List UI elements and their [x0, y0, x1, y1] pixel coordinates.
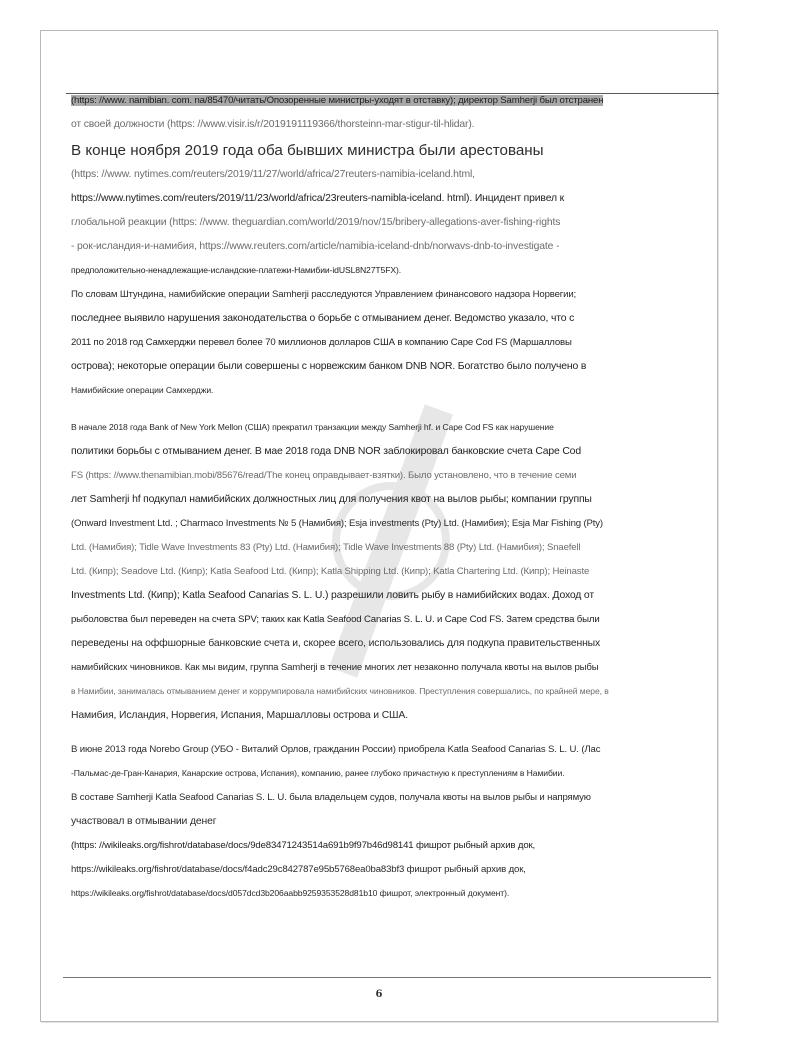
- text-line: (https: //www. namibian. com. na/85470/читать/Опозоренные министры-уходят в отставку); директор Samherji был отстранен: [71, 95, 604, 106]
- text-line: В июне 2013 года Norebo Group (УБО - Виталий Орлов, гражданин России) приобрела Katla Seafood Canarias S. L. U. (Лас: [71, 744, 601, 755]
- document-page: [40, 30, 718, 1022]
- text-line: политики борьбы с отмыванием денег. В мае 2018 года DNB NOR заблокировал банковские счета Cape Cod: [71, 446, 581, 457]
- text-line: Ltd. (Кипр); Seadove Ltd. (Кипр); Katla Seafood Ltd. (Кипр); Katla Shipping Ltd. (Кипр); Katla Chartering Ltd. (Кипр); Heinaste: [71, 566, 590, 577]
- text-line: участвовал в отмывании денег: [71, 816, 217, 827]
- text-line: 2011 по 2018 год Самхерджи перевел более 70 миллионов долларов США в компанию Cape Cod FS (Маршалловы: [71, 337, 572, 348]
- link-line: - рок-исландия-и-намибия, https://www.reuters.com/article/namibia-iceland-dnb/norwavs-dnb-to-investigate -: [71, 241, 560, 252]
- text-line: острова); некоторые операции были совершены с норвежским банком DNB NOR. Богатство было получено в: [71, 361, 587, 372]
- text-line: лет Samherji hf подкупал намибийских должностных лиц для получения квот на вылов рыбы; компании группы: [71, 494, 592, 505]
- page-number: 6: [375, 989, 383, 1000]
- section-heading: В конце ноября 2019 года оба бывших министра были арестованы: [71, 142, 544, 159]
- text-line: от своей должности (https: //www.visir.is/r/2019191119366/thorsteinn-mar-stigur-til-hlidar).: [71, 119, 475, 130]
- text-line: -Пальмас-де-Гран-Канария, Канарские острова, Испания), компанию, ранее глубоко причастную к преступлениям в Намибии.: [71, 768, 565, 778]
- text-line: (Onward Investment Ltd. ; Charmaco Investments № 5 (Намибия); Esja investments (Pty) Ltd. (Намибия); Esja Mar Fishing (Pty): [71, 518, 603, 529]
- text-line: Намибия, Исландия, Норвегия, Испания, Маршалловы острова и США.: [71, 710, 408, 721]
- text-line: в Намибии, занималась отмыванием денег и коррумпировала намибийских чиновников. Преступления совершались, по крайней мере, в: [71, 686, 609, 696]
- link-line: (https: //www. nytimes.com/reuters/2019/11/27/world/africa/27reuters-namibia-iceland.html,: [71, 169, 475, 180]
- text-line: В начале 2018 года Bank of New York Mellon (США) прекратил транзакции между Samherji hf. и Cape Cod FS как нарушение: [71, 422, 554, 432]
- text-line: рыболовства был переведен на счета SPV; таких как Katla Seafood Canarias S. L. U. и Cape Cod FS. Затем средства были: [71, 614, 600, 625]
- link-line: https://wikileaks.org/fishrot/database/docs/f4adc29c842787e95b5768ea0ba83bf3 фишрот рыбный архив док,: [71, 864, 526, 875]
- text-line: предположительно-ненадлежащие-исландские-платежи-Намибии-idUSL8N27T5FX).: [71, 265, 402, 275]
- link-line: https://wikileaks.org/fishrot/database/docs/d057dcd3b206aabb9259353528d81b10 фишрот, электронный документ).: [71, 888, 510, 898]
- text-line: последнее выявило нарушения законодательства о борьбе с отмыванием денег. Ведомство указало, что с: [71, 313, 575, 324]
- document-body: [71, 93, 705, 910]
- text-line: Ltd. (Намибия); Tidle Wave Investments 83 (Pty) Ltd. (Намибия); Tidle Wave Investments 88 (Pty) Ltd. (Намибия); Snaefell: [71, 542, 581, 553]
- text-line: намибийских чиновников. Как мы видим, группа Samherji в течение многих лет незаконно получала квоты на вылов рыбы: [71, 662, 599, 673]
- link-line: (https: //wikileaks.org/fishrot/database/docs/9de83471243514a691b9f97b46d98141 фишрот рыбный архив док,: [71, 840, 536, 851]
- text-line: Намибийские операции Самхерджи.: [71, 385, 214, 395]
- text-line: FS (https: //www.thenamibian.mobi/85676/read/The конец оправдывает-взятки). Было установлено, что в течение семи: [71, 470, 577, 481]
- link-line: https://www.nytimes.com/reuters/2019/11/23/world/africa/23reuters-namibla-iceland. html). Инцидент привел к: [71, 193, 565, 204]
- footer-rule: [63, 977, 711, 978]
- text-line: переведены на оффшорные банковские счета и, скорее всего, использовались для подкупа правительственных: [71, 638, 601, 649]
- text-line: Investments Ltd. (Кипр); Katla Seafood Canarias S. L. U.) разрешили ловить рыбу в намибийских водах. Доход от: [71, 590, 594, 601]
- link-line: глобальной реакции (https: //www. theguardian.com/world/2019/nov/15/bribery-allegations-aver-fishing-rights: [71, 217, 561, 228]
- text-line: По словам Штундина, намибийские операции Samherji расследуются Управлением финансового надзора Норвегии;: [71, 289, 577, 300]
- text-line: В составе Samherji Katla Seafood Canarias S. L. U. была владельцем судов, получала квоты на вылов рыбы и напрямую: [71, 792, 591, 803]
